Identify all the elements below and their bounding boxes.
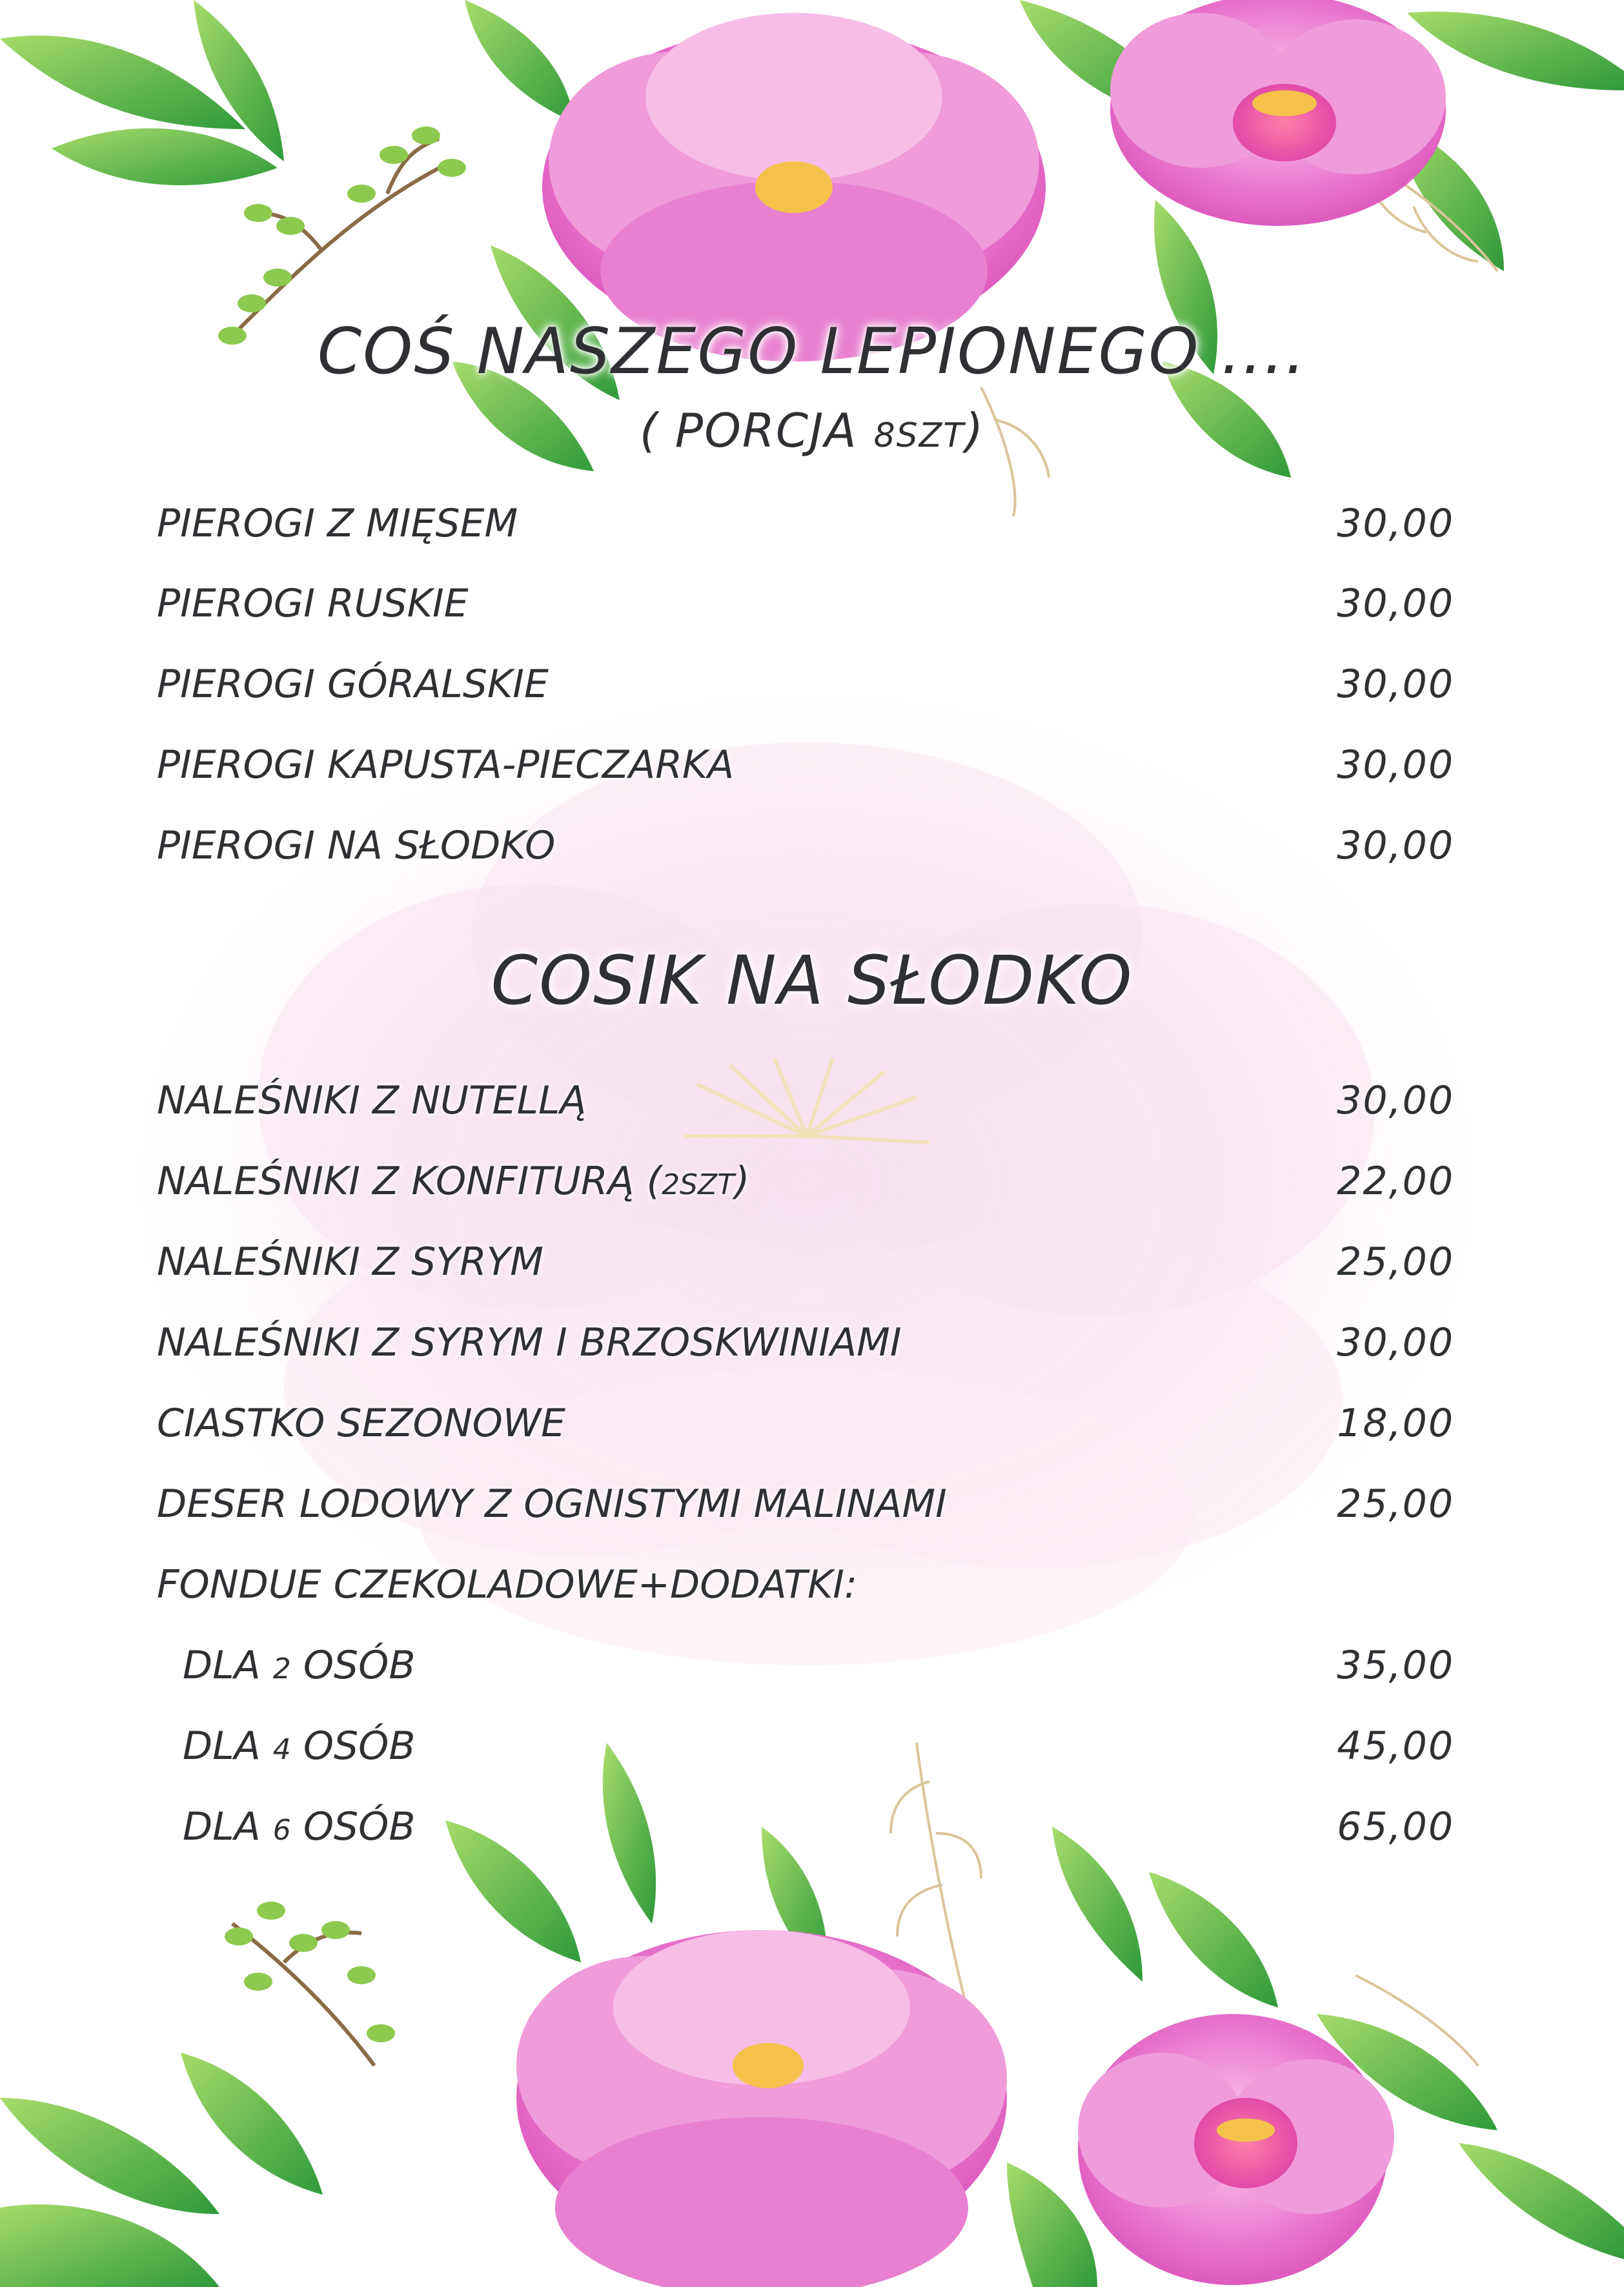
- menu-item: [157, 1401, 1454, 1459]
- fondue-count: 6: [272, 1814, 291, 1847]
- menu-item: [157, 1159, 1454, 1217]
- fondue-count: 2: [272, 1652, 291, 1685]
- menu-item: [157, 1078, 1454, 1136]
- item-name: PIEROGI Z MIĘSEM: [157, 501, 518, 546]
- fondue-suffix: OSÓB: [290, 1804, 416, 1849]
- item-name: DESER LODOWY Z OGNISTYMI MALINAMI: [157, 1481, 947, 1527]
- section2-title: COSIK NA SŁODKO: [491, 941, 1133, 1020]
- subtitle-end: ): [965, 403, 985, 458]
- item-price: 65,00: [1337, 1804, 1454, 1849]
- item-price: 30,00: [1337, 662, 1454, 707]
- subtitle-main: ( PORCJA: [639, 403, 874, 458]
- fondue-option: [157, 1723, 1454, 1782]
- fondue-option: [157, 1804, 1454, 1862]
- menu-item: [157, 1239, 1454, 1297]
- menu-item: [157, 1320, 1454, 1378]
- item-name: PIEROGI NA SŁODKO: [157, 823, 556, 868]
- subtitle-small: 8SZT: [873, 416, 966, 455]
- item-name: PIEROGI RUSKIE: [157, 581, 469, 626]
- item-price: 22,00: [1337, 1159, 1454, 1204]
- menu-item-fondue: [157, 1562, 1454, 1620]
- item-name-main: NALEŚNIKI Z KONFITURĄ (: [157, 1159, 662, 1204]
- item-price: 30,00: [1337, 742, 1454, 788]
- menu-item: [157, 501, 1454, 559]
- fondue-count: 4: [272, 1733, 291, 1766]
- item-name: CIASTKO SEZONOWE: [157, 1401, 566, 1446]
- fondue-option-name: [183, 1804, 416, 1849]
- item-price: 45,00: [1337, 1723, 1454, 1769]
- item-price: 30,00: [1337, 581, 1454, 626]
- item-name: NALEŚNIKI Z SYRYM: [157, 1239, 544, 1285]
- fondue-suffix: OSÓB: [290, 1643, 416, 1688]
- menu-item: [157, 1481, 1454, 1540]
- menu-item: [157, 742, 1454, 800]
- item-name-small: 2SZT: [662, 1168, 735, 1201]
- item-price: 30,00: [1337, 823, 1454, 868]
- section1-subtitle: [0, 403, 1624, 458]
- fondue-prefix: DLA: [183, 1643, 273, 1688]
- item-price: 30,00: [1337, 501, 1454, 546]
- item-name: PIEROGI GÓRALSKIE: [157, 662, 549, 707]
- item-name: [157, 1159, 749, 1204]
- item-name: PIEROGI KAPUSTA-PIECZARKA: [157, 742, 735, 788]
- item-price: 25,00: [1337, 1239, 1454, 1285]
- menu-item: [157, 581, 1454, 639]
- menu-item: [157, 662, 1454, 720]
- item-name: FONDUE CZEKOLADOWE+DODATKI:: [157, 1562, 858, 1607]
- fondue-option-name: [183, 1723, 416, 1769]
- item-price: 35,00: [1337, 1643, 1454, 1688]
- fondue-suffix: OSÓB: [290, 1723, 416, 1769]
- item-name-end: ): [735, 1159, 750, 1204]
- fondue-prefix: DLA: [183, 1723, 273, 1769]
- item-price: 25,00: [1337, 1481, 1454, 1527]
- item-price: 18,00: [1337, 1401, 1454, 1446]
- item-price: 30,00: [1337, 1078, 1454, 1123]
- menu-item: [157, 823, 1454, 881]
- fondue-option-name: [183, 1643, 416, 1688]
- fondue-prefix: DLA: [183, 1804, 273, 1849]
- section1-title: COŚ NASZEGO LEPIONEGO ....: [317, 315, 1307, 389]
- item-name: NALEŚNIKI Z NUTELLĄ: [157, 1078, 587, 1123]
- item-name: NALEŚNIKI Z SYRYM I BRZOSKWINIAMI: [157, 1320, 902, 1365]
- item-price: 30,00: [1337, 1320, 1454, 1365]
- fondue-option: [157, 1643, 1454, 1701]
